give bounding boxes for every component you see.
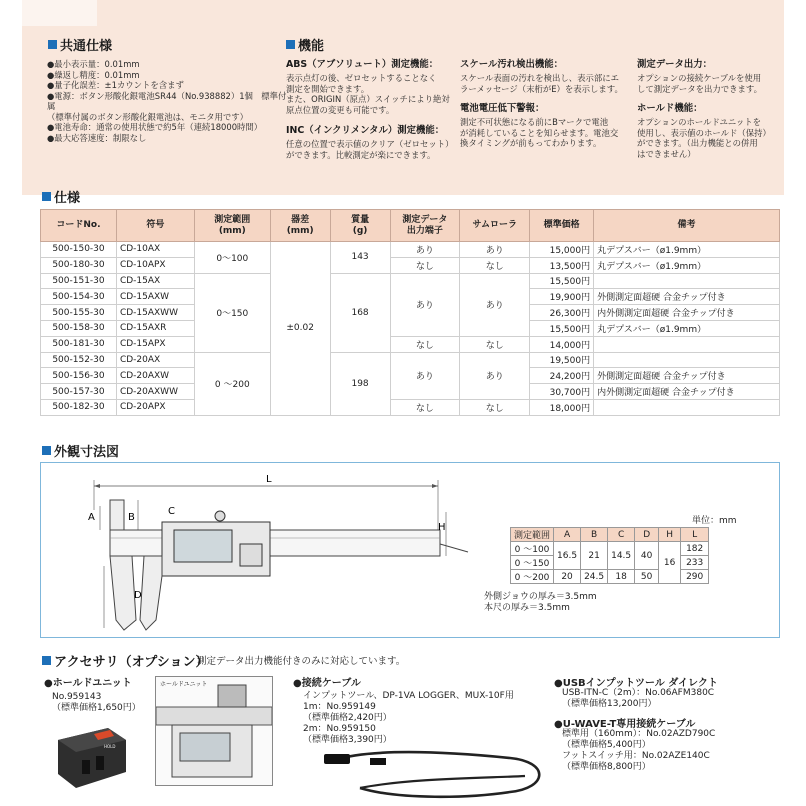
dim-label-B: B [128,512,135,523]
note-cell [594,273,780,289]
note-cell: 丸デプスバー（ø1.9mm） [594,242,780,258]
table-row [41,242,780,258]
price-cell: 15,500円 [530,320,594,336]
hold-button-label: HOLD [104,744,116,749]
roller-cell: なし [460,257,530,273]
dim-label-H: H [438,522,446,533]
price-cell: 15,500円 [530,273,594,289]
drawing-notes: 外側ジョウの厚み＝3.5mm 本尺の厚み＝3.5mm [484,592,597,613]
roller-cell: なし [460,336,530,352]
col-header: D [635,528,659,542]
note-cell: 内外側測定面超硬 合金チップ付き [594,305,780,321]
col-header: 標準価格 [530,210,594,242]
drawing-title: 外観寸法図 [42,441,119,460]
code-cell: 500-181-30 [41,336,117,352]
price-cell: 14,000円 [530,336,594,352]
col-header: コードNo. [41,210,117,242]
price-cell: 18,000円 [530,399,594,415]
col-header: L [681,528,709,542]
note-cell: 外側測定面超硬 合金チップ付き [594,368,780,384]
range-cell: 0～100 [194,242,270,274]
price-cell: 19,500円 [530,352,594,368]
common-item: ●量子化誤差：±1カウントを含まず [47,80,184,90]
uwave-cable-title: ●U-WAVE-T専用接続ケーブル [554,719,696,730]
range-cell: 0～150 [194,273,270,352]
output-cell: なし [390,399,460,415]
common-item: ●最小表示量：0.01mm [47,59,140,69]
caliper-closeup-icon [156,677,272,785]
accuracy-cell: ±0.02 [270,242,330,416]
note-cell: 外側測定面超硬 合金チップ付き [594,289,780,305]
code-cell: 500-157-30 [41,384,117,400]
dimension-table [510,527,709,584]
roller-cell: なし [460,399,530,415]
common-item: ●電源：ボタン形酸化銀電池SR44（No.938882）1個 標準付属 [47,90,287,111]
code-cell: 500-180-30 [41,257,117,273]
symbol-cell: CD-10APX [116,257,194,273]
symbol-cell: CD-15AXR [116,320,194,336]
spec-header-row [41,210,780,242]
common-item: ●電池寿命：通常の使用状態で約5年（連続18000時間） [47,122,263,132]
section-marker-icon [42,656,51,665]
symbol-cell: CD-15APX [116,336,194,352]
section-marker-icon [48,40,57,49]
section-marker-icon [42,446,51,455]
price-cell: 24,200円 [530,368,594,384]
uwave-cable-info: 標準用（160mm）：No.02AZD790C （標準価格5,400円） フットスイッチ用：No.02AZE140C （標準価格8,800円） [562,729,716,772]
col-header: 符号 [116,210,194,242]
roller-cell: あり [460,352,530,399]
hold-unit-title: ●ホールドユニット [44,678,132,689]
dim-label-L: L [266,474,272,485]
table-row [41,399,780,415]
common-spec-list [47,59,292,143]
data-output-function: 測定データ出力： オプションの接続ケーブルを使用 して測定データを出力できます。 [637,59,762,94]
col-header: 測定範囲 (mm) [194,210,270,242]
code-cell: 500-152-30 [41,352,117,368]
scale-dirt-function: スケール汚れ検出機能： スケール表面の汚れを検出し、表示部にエ ラーメッセージ（末桁がE）を表示します。 [460,59,623,94]
spec-table [40,209,780,416]
common-item: （標準付属のボタン形酸化銀電池は、モニタ用です） [47,111,248,122]
symbol-cell: CD-15AX [116,273,194,289]
col-header: 備考 [594,210,780,242]
mass-cell: 168 [330,273,390,352]
symbol-cell: CD-20AXW [116,368,194,384]
cable-photo [320,748,550,806]
symbol-cell: CD-10AX [116,242,194,258]
symbol-cell: CD-20AX [116,352,194,368]
abs-function: ABS（アブソリュート）測定機能： 表示点灯の後、ゼロセットすることなく 測定を開始できます。 また、ORIGIN（原点）スイッチにより絶対 原点位置の変更も可能です。 [286,59,450,115]
note-cell: 丸デプスバー（ø1.9mm） [594,320,780,336]
caliper-drawing [80,470,470,635]
symbol-cell: CD-15AXW [116,289,194,305]
usb-tool-title: ●USBインプットツール ダイレクト [554,678,718,689]
code-cell: 500-182-30 [41,399,117,415]
table-row: 0 ～100 16.5 21 14.5 40 16 182 [511,542,709,556]
code-cell: 500-154-30 [41,289,117,305]
note-cell [594,352,780,368]
symbol-cell: CD-20APX [116,399,194,415]
unit-label: 単位：mm [692,516,737,526]
code-cell: 500-156-30 [41,368,117,384]
common-spec-title: 共通仕様 [48,35,112,54]
col-header: 測定範囲 [511,528,554,542]
col-header: 測定データ 出力端子 [390,210,460,242]
common-item: ●最大応答速度：制限なし [47,132,147,143]
roller-cell: あり [460,242,530,258]
dim-label-C: C [168,506,175,517]
code-cell: 500-155-30 [41,305,117,321]
functions-title: 機能 [286,35,324,54]
price-cell: 13,500円 [530,257,594,273]
accessory-title: アクセサリ（オプション） [42,651,208,670]
note-cell: 丸デプスバー（ø1.9mm） [594,257,780,273]
price-cell: 19,900円 [530,289,594,305]
roller-cell: あり [460,273,530,336]
hold-unit-mount-photo: ホールドユニット [155,676,273,786]
col-header: 器差 (mm) [270,210,330,242]
col-header: B [581,528,608,542]
price-cell: 30,700円 [530,384,594,400]
section-marker-icon [42,192,51,201]
symbol-cell: CD-15AXWW [116,305,194,321]
col-header: H [659,528,681,542]
col-header: 質量 (g) [330,210,390,242]
symbol-cell: CD-20AXWW [116,384,194,400]
hold-unit-photo [48,722,134,800]
output-cell: あり [390,242,460,258]
usb-tool-info: USB-ITN-C（2m）：No.06AFM380C （標準価格13,200円） [562,688,715,709]
common-item: ●繰返し精度：0.01mm [47,69,140,80]
table-row: 0 ～150 233 [511,556,709,570]
range-cell: 0 ～200 [194,352,270,415]
table-row [41,257,780,273]
col-header: A [554,528,581,542]
dim-label-D: D [134,590,142,601]
cable-info: インプットツール、DP-1VA LOGGER、MUX-10F用 1m：No.959149 （標準価格2,420円） 2m：No.959150 （標準価格3,390円） [303,691,514,745]
note-cell [594,336,780,352]
table-row [41,273,780,289]
table-row [41,352,780,368]
dim-label-A: A [88,512,95,523]
output-cell: あり [390,352,460,399]
hold-function: ホールド機能： オプションのホールドユニットを 使用し、表示値のホールド（保持） ができます。（出力機能との併用 はできません） [637,103,771,159]
note-cell [594,399,780,415]
mass-cell: 198 [330,352,390,415]
code-cell: 500-151-30 [41,273,117,289]
accessory-subtitle: 測定データ出力機能付きのみに対応しています。 [197,656,406,667]
code-cell: 500-158-30 [41,320,117,336]
mass-cell: 143 [330,242,390,274]
output-cell: なし [390,336,460,352]
price-cell: 26,300円 [530,305,594,321]
code-cell: 500-150-30 [41,242,117,258]
spec-title: 仕様 [42,187,80,206]
note-cell: 内外側測定面超硬 合金チップ付き [594,384,780,400]
price-cell: 15,000円 [530,242,594,258]
col-header: C [608,528,635,542]
battery-alarm-function: 電池電圧低下警報： 測定不可状態になる前にBマークで電池 が消耗していることを知らせます。電池交 換タイミングが前もってわかります。 [460,103,619,148]
table-row: 0 ～200 20 24.5 18 50 290 [511,570,709,584]
output-cell: あり [390,273,460,336]
hold-unit-info: No.959143 （標準価格1,650円） [52,692,141,713]
output-cell: なし [390,257,460,273]
table-row [41,336,780,352]
col-header: サムローラ [460,210,530,242]
section-marker-icon [286,40,295,49]
inc-function: INC（インクリメンタル）測定機能： 任意の位置で表示値のクリア（ゼロセット） ができます。比較測定が楽にできます。 [286,125,454,160]
cable-title: ●接続ケーブル [293,678,361,689]
